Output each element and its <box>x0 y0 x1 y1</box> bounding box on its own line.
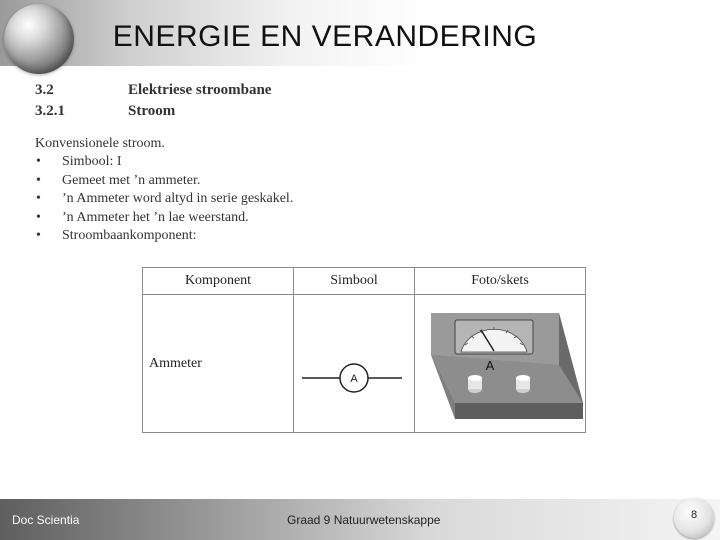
photo-cell <box>415 295 586 433</box>
subsection-title: Stroom <box>128 103 176 119</box>
photo-letter: A <box>485 358 495 373</box>
symbol-cell <box>294 295 415 433</box>
section-number: 3.2 <box>35 82 54 98</box>
slide-title: ENERGIE EN VERANDERING <box>112 20 538 53</box>
component-name-text: Ammeter <box>149 355 202 371</box>
table-row <box>143 295 586 433</box>
bullet-item: • ’n Ammeter het ’n lae weerstand. <box>35 209 293 227</box>
bullet-item: • Stroombaankomponent: <box>35 227 293 245</box>
ammeter-symbol <box>294 295 414 432</box>
body-text <box>35 135 293 245</box>
bullet-item: • Simbool: I <box>35 153 293 171</box>
decorative-orb <box>4 4 74 74</box>
header-photo: Foto/skets <box>415 268 586 295</box>
header-symbol: Simbool <box>294 268 415 295</box>
section-title: Elektriese stroombane <box>128 82 272 98</box>
component-name <box>143 295 294 433</box>
symbol-letter: A <box>350 373 358 385</box>
footer-course: Graad 9 Natuurwetenskappe <box>287 513 441 527</box>
bullet-item: • ’n Ammeter word altyd in serie geskakel. <box>35 190 293 208</box>
bullet-item: • Gemeet met ’n ammeter. <box>35 172 293 190</box>
subsection-number: 3.2.1 <box>35 103 65 119</box>
intro-line: Konvensionele stroom. <box>35 136 165 151</box>
ammeter-illustration <box>415 295 585 432</box>
footer-publisher: Doc Scientia <box>12 513 80 527</box>
bullet-list <box>35 153 293 245</box>
component-table <box>142 267 586 433</box>
header-component: Komponent <box>143 268 294 295</box>
page-number: 8 <box>674 498 714 538</box>
table-header-row <box>143 268 586 295</box>
